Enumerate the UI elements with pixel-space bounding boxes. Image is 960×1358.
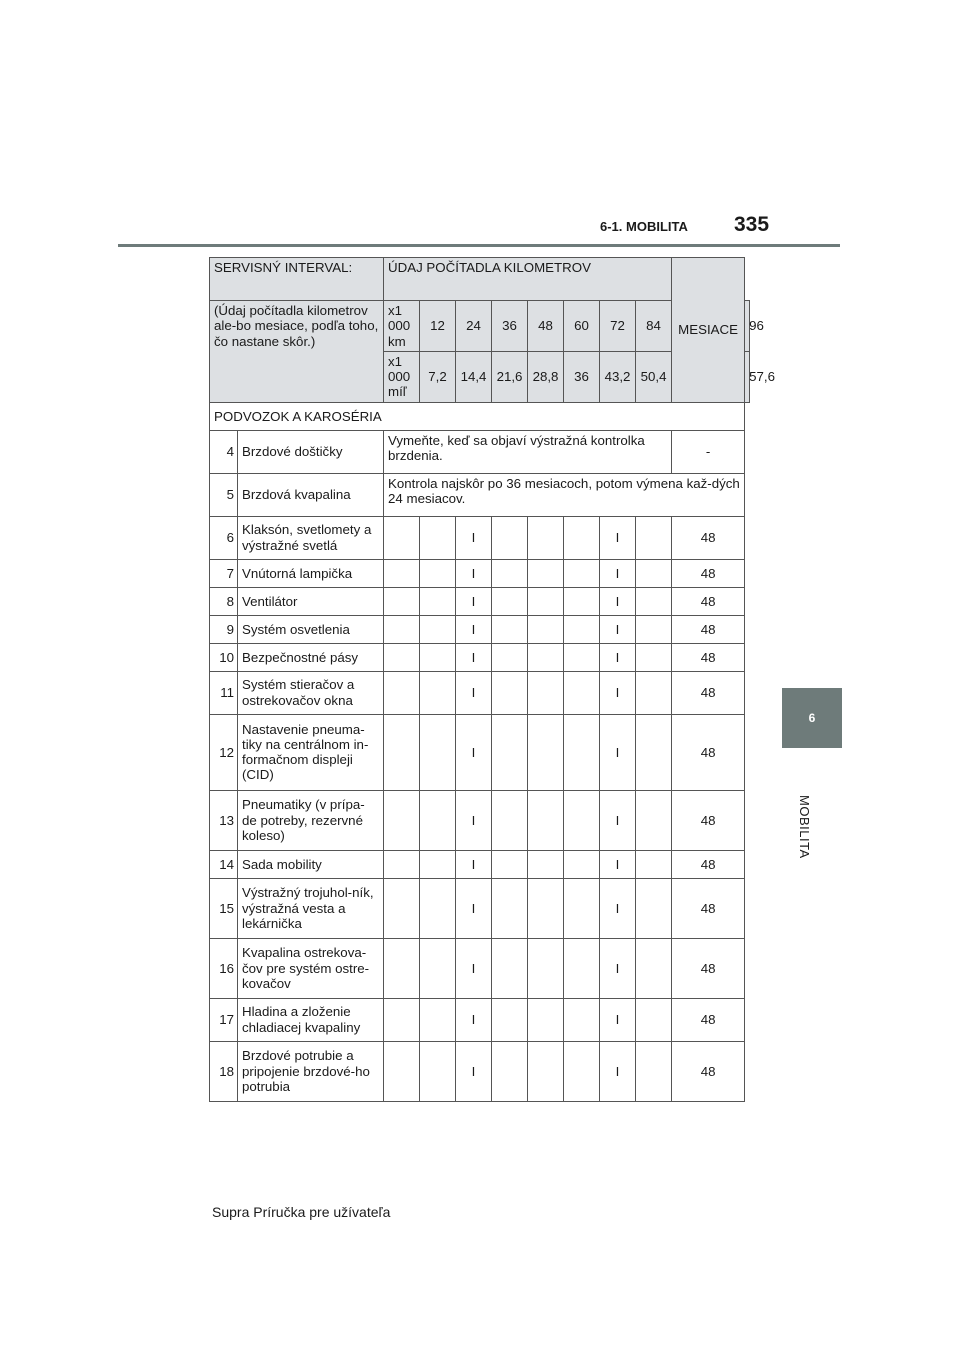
row-months: 48 [672,714,745,790]
interval-cell [564,671,600,714]
row-months: 48 [672,1041,745,1101]
interval-cell [636,714,672,790]
table-row [210,850,750,878]
interval-cell [492,615,528,643]
table-row [210,790,750,850]
interval-cell-84: I [600,938,636,998]
km-value: 48 [528,301,564,352]
row-months: - [672,430,745,473]
row-item: Sada mobility [238,850,384,878]
interval-cell [420,559,456,587]
table-row [210,714,750,790]
row-number: 4 [210,430,238,473]
row-number: 14 [210,850,238,878]
row-item: Výstražný trojuhol-ník, výstražná vesta a lekárnička [238,878,384,938]
interval-cell [564,850,600,878]
interval-cell [528,938,564,998]
interval-cell [384,850,420,878]
interval-cell [420,643,456,671]
row-number: 7 [210,559,238,587]
interval-cell-84: I [600,714,636,790]
interval-cell-36: I [456,878,492,938]
interval-cell [492,516,528,559]
interval-cell [420,878,456,938]
row-number: 16 [210,938,238,998]
interval-cell-36: I [456,671,492,714]
interval-cell-36: I [456,938,492,998]
interval-cell [528,998,564,1041]
interval-cell [636,998,672,1041]
row-item: Brzdové potrubie a pripojenie brzdové-ho potrubia [238,1041,384,1101]
interval-cell [384,615,420,643]
interval-cell [528,671,564,714]
interval-cell [564,790,600,850]
interval-cell-84: I [600,878,636,938]
row-number: 6 [210,516,238,559]
interval-cell-84: I [600,587,636,615]
interval-label: SERVISNÝ INTERVAL: [210,258,384,301]
maintenance-table [209,257,775,1102]
mi-value: 14,4 [456,351,492,402]
table-row [210,559,750,587]
interval-cell [384,714,420,790]
interval-cell [528,790,564,850]
row-months: 48 [672,615,745,643]
km-value: 12 [420,301,456,352]
interval-cell-36: I [456,643,492,671]
km-value: 36 [492,301,528,352]
interval-cell [528,714,564,790]
interval-cell [492,587,528,615]
mi-value: 43,2 [600,351,636,402]
row-item: Systém stieračov a ostrekovačov okna [238,671,384,714]
interval-cell [420,714,456,790]
chapter-tab: 6 [782,688,842,748]
row-months: 48 [672,559,745,587]
mi-value: 21,6 [492,351,528,402]
table-row [210,1041,750,1101]
interval-cell [420,790,456,850]
row-note: Vymeňte, keď sa objaví výstražná kontrolka brzdenia. [384,430,672,473]
interval-cell [384,998,420,1041]
interval-cell-36: I [456,790,492,850]
row-item: Nastavenie pneuma-tiky na centrálnom in-formačnom displeji (CID) [238,714,384,790]
interval-cell [420,998,456,1041]
interval-cell [384,643,420,671]
interval-cell [528,878,564,938]
interval-cell [636,587,672,615]
row-number: 18 [210,1041,238,1101]
interval-cell [564,643,600,671]
interval-cell-36: I [456,587,492,615]
footer-text: Supra Príručka pre užívateľa [212,1204,391,1220]
interval-cell [492,1041,528,1101]
section-title: 6-1. MOBILITA [600,219,688,234]
interval-cell [492,643,528,671]
interval-cell-36: I [456,516,492,559]
header-rule [118,244,840,247]
interval-cell-84: I [600,850,636,878]
row-months: 48 [672,790,745,850]
interval-cell [492,671,528,714]
row-item: Brzdová kvapalina [238,473,384,516]
row-months: 48 [672,587,745,615]
row-months: 48 [672,643,745,671]
row-months: 48 [672,878,745,938]
row-item: Bezpečnostné pásy [238,643,384,671]
mi-value: 36 [564,351,600,402]
interval-cell [492,998,528,1041]
interval-cell-84: I [600,998,636,1041]
odometer-label: ÚDAJ POČÍTADLA KILOMETROV [384,258,672,301]
interval-cell [420,671,456,714]
interval-cell-84: I [600,516,636,559]
table-row [210,938,750,998]
interval-cell [384,938,420,998]
mi-value: 50,4 [636,351,672,402]
interval-cell [636,850,672,878]
row-months: 48 [672,850,745,878]
interval-cell [528,615,564,643]
interval-cell [564,998,600,1041]
interval-cell-84: I [600,559,636,587]
km-value: 24 [456,301,492,352]
interval-cell [564,938,600,998]
interval-cell [384,516,420,559]
table-row [210,878,750,938]
interval-cell [384,1041,420,1101]
interval-cell [636,643,672,671]
table-row [210,998,750,1041]
row-number: 13 [210,790,238,850]
table-row [210,516,750,559]
interval-cell [492,559,528,587]
km-value: 60 [564,301,600,352]
row-number: 17 [210,998,238,1041]
interval-cell-84: I [600,790,636,850]
table-row [210,615,750,643]
row-months: 48 [672,938,745,998]
row-number: 11 [210,671,238,714]
interval-cell [636,559,672,587]
interval-cell [636,615,672,643]
interval-cell-36: I [456,1041,492,1101]
interval-cell [420,516,456,559]
mi-value: 28,8 [528,351,564,402]
interval-cell [528,559,564,587]
interval-cell [636,671,672,714]
row-number: 10 [210,643,238,671]
interval-cell [528,587,564,615]
interval-cell [384,878,420,938]
section-row: PODVOZOK A KAROSÉRIA [210,402,745,430]
interval-cell-84: I [600,671,636,714]
mi-value: 7,2 [420,351,456,402]
interval-cell [564,615,600,643]
interval-cell [492,878,528,938]
interval-cell [528,643,564,671]
interval-cell [636,1041,672,1101]
row-item: Hladina a zloženie chladiacej kvapaliny [238,998,384,1041]
row-number: 12 [210,714,238,790]
months-label: MESIACE [672,258,745,403]
row-months: 48 [672,671,745,714]
row-number: 5 [210,473,238,516]
interval-cell [384,671,420,714]
table-row [210,671,750,714]
table-row [210,643,750,671]
interval-cell [564,559,600,587]
interval-cell [528,850,564,878]
interval-cell [420,938,456,998]
interval-cell-84: I [600,643,636,671]
row-number: 15 [210,878,238,938]
interval-cell-36: I [456,615,492,643]
interval-cell-36: I [456,559,492,587]
row-months: 48 [672,516,745,559]
interval-cell [636,516,672,559]
interval-cell [564,714,600,790]
row-item: Ventilátor [238,587,384,615]
mi-value: 57,6 [745,351,750,402]
km-value: 84 [636,301,672,352]
interval-cell-84: I [600,1041,636,1101]
interval-cell-84: I [600,615,636,643]
interval-cell-36: I [456,998,492,1041]
interval-cell [528,1041,564,1101]
page-number: 335 [734,213,770,236]
mi-label: x1 000 míľ [384,351,420,402]
interval-cell [420,850,456,878]
interval-cell [636,878,672,938]
row-item: Kvapalina ostrekova-čov pre systém ostre-kovačov [238,938,384,998]
row-item: Systém osvetlenia [238,615,384,643]
interval-cell [420,1041,456,1101]
km-value: 72 [600,301,636,352]
interval-cell [492,850,528,878]
interval-cell [384,559,420,587]
interval-cell [492,714,528,790]
interval-cell [636,790,672,850]
interval-cell [564,516,600,559]
row-item: Pneumatiky (v prípa-de potreby, rezervné koleso) [238,790,384,850]
interval-cell [564,587,600,615]
interval-cell [492,938,528,998]
odometer-note: (Údaj počítadla kilometrov ale-bo mesiace, podľa toho, čo nastane skôr.) [210,301,384,403]
interval-cell [528,516,564,559]
interval-cell [420,587,456,615]
row-item: Brzdové doštičky [238,430,384,473]
table-row [210,587,750,615]
chapter-tab-label: MOBILITA [797,795,812,859]
interval-cell [384,790,420,850]
interval-cell [564,878,600,938]
row-number: 9 [210,615,238,643]
interval-cell [492,790,528,850]
row-months: 48 [672,998,745,1041]
interval-cell [636,938,672,998]
row-number: 8 [210,587,238,615]
row-note: Kontrola najskôr po 36 mesiacoch, potom výmena kaž-dých 24 mesiacov. [384,473,745,516]
row-item: Vnútorná lampička [238,559,384,587]
interval-cell [384,587,420,615]
interval-cell [420,615,456,643]
interval-cell [564,1041,600,1101]
km-value: 96 [745,301,750,352]
interval-cell-36: I [456,714,492,790]
km-label: x1 000 km [384,301,420,352]
row-item: Klaksón, svetlomety a výstražné svetlá [238,516,384,559]
interval-cell-36: I [456,850,492,878]
